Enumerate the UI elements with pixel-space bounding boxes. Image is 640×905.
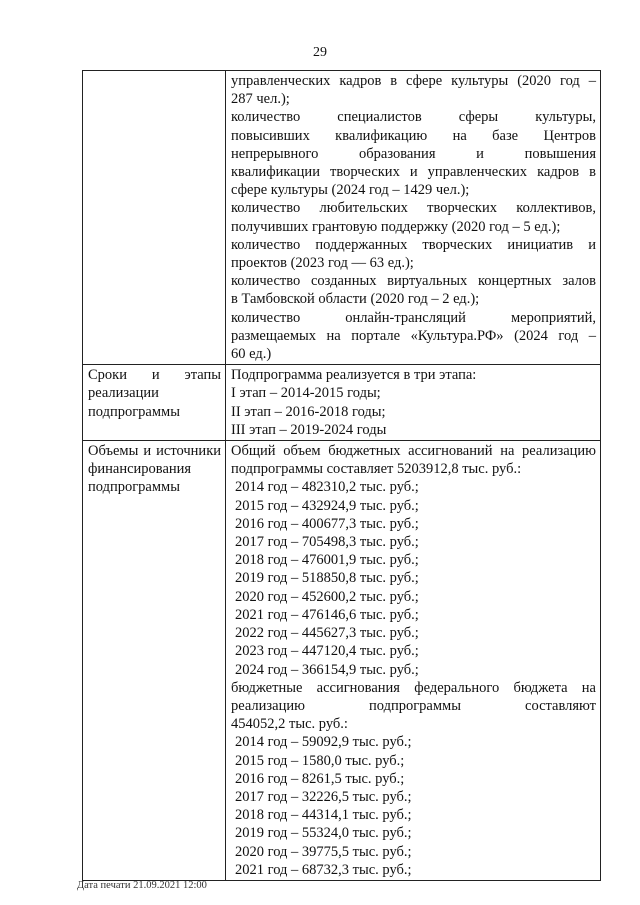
- targets-cell: [226, 71, 601, 365]
- text-line: 2015 год – 432924,9 тыс. руб.;: [235, 497, 419, 514]
- text-line: в Тамбовской области (2020 год – 2 ед.);: [231, 291, 480, 308]
- text-line: 2016 год – 400677,3 тыс. руб.;: [235, 515, 419, 532]
- row-label-cell: [83, 71, 226, 365]
- text-line: Объемы и источники: [88, 443, 221, 460]
- text-line: Общий объем бюджетных ассигнований на реализацию: [231, 443, 596, 460]
- text-line: 2018 год – 44314,1 тыс. руб.;: [235, 807, 412, 824]
- text-line: 2018 год – 476001,9 тыс. руб.;: [235, 552, 419, 569]
- text-line: повысивших квалификацию на базе Центров: [231, 127, 596, 144]
- text-line: 2021 год – 68732,3 тыс. руб.;: [235, 861, 412, 878]
- text-line: Подпрограмма реализуется в три этапа:: [231, 367, 477, 384]
- text-line: непрерывного образования и повышения: [231, 145, 596, 162]
- targets-text: [231, 72, 596, 363]
- text-line: 2020 год – 452600,2 тыс. руб.;: [235, 588, 419, 605]
- text-line: количество любительских творческих коллективов,: [231, 200, 596, 217]
- text-line: 2014 год – 482310,2 тыс. руб.;: [235, 479, 419, 496]
- table-row: [83, 441, 601, 881]
- text-line: 2019 год – 518850,8 тыс. руб.;: [235, 570, 419, 587]
- federal-years-list: [231, 733, 596, 879]
- table-row: [83, 365, 601, 441]
- text-line: бюджетные ассигнования федерального бюджета на: [231, 679, 596, 696]
- text-line: проектов (2023 год — 63 ед.);: [231, 255, 414, 272]
- print-date: Дата печати 21.09.2021 12:00: [77, 880, 207, 891]
- subprogram-passport-table: [82, 70, 601, 881]
- text-line: реализацию подпрограммы составляют: [231, 697, 596, 714]
- text-line: количество поддержанных творческих инициатив и: [231, 236, 596, 253]
- text-line: количество специалистов сферы культуры,: [231, 109, 596, 126]
- text-line: подпрограммы: [88, 403, 180, 420]
- financing-label: [88, 442, 221, 497]
- text-line: 2024 год – 366154,9 тыс. руб.;: [235, 661, 419, 678]
- text-line: количество онлайн-трансляций мероприятий,: [231, 309, 596, 326]
- text-line: подпрограммы составляет 5203912,8 тыс. руб.:: [231, 461, 522, 478]
- text-line: 60 ед.): [231, 346, 272, 363]
- row-label-cell: [83, 365, 226, 441]
- text-line: 287 чел.);: [231, 91, 290, 108]
- text-line: 2017 год – 32226,5 тыс. руб.;: [235, 788, 412, 805]
- text-line: I этап – 2014-2015 годы;: [231, 385, 381, 402]
- text-line: реализации: [88, 385, 159, 402]
- text-line: 2015 год – 1580,0 тыс. руб.;: [235, 752, 405, 769]
- text-line: Сроки и этапы: [88, 367, 221, 384]
- text-line: 2014 год – 59092,9 тыс. руб.;: [235, 734, 412, 751]
- total-financing-text: [231, 442, 596, 478]
- text-line: сфере культуры (2024 год – 1429 чел.);: [231, 182, 470, 199]
- financing-cell: [226, 441, 601, 881]
- text-line: подпрограммы: [88, 479, 180, 496]
- row-label-cell: [83, 441, 226, 881]
- table-row: [83, 71, 601, 365]
- text-line: управленческих кадров в сфере культуры (2020 год –: [231, 73, 596, 89]
- text-line: количество созданных виртуальных концертных залов: [231, 273, 596, 290]
- text-line: 2020 год – 39775,5 тыс. руб.;: [235, 843, 412, 860]
- text-line: размещаемых на портале «Культура.РФ» (2024 год –: [231, 327, 596, 344]
- text-line: 2023 год – 447120,4 тыс. руб.;: [235, 643, 419, 660]
- federal-financing-text: [231, 679, 596, 734]
- text-line: 454052,2 тыс. руб.:: [231, 716, 348, 733]
- text-line: III этап – 2019-2024 годы: [231, 421, 387, 438]
- text-line: квалификации творческих и управленческих кадров в: [231, 164, 596, 181]
- total-years-list: [231, 478, 596, 678]
- text-line: 2017 год – 705498,3 тыс. руб.;: [235, 534, 419, 551]
- stages-label: [88, 366, 221, 421]
- stages-cell: [226, 365, 601, 441]
- text-line: финансирования: [88, 461, 192, 478]
- text-line: 2021 год – 476146,6 тыс. руб.;: [235, 606, 419, 623]
- text-line: 2019 год – 55324,0 тыс. руб.;: [235, 825, 412, 842]
- text-line: 2022 год – 445627,3 тыс. руб.;: [235, 625, 419, 642]
- text-line: получивших грантовую поддержку (2020 год – 5 ед.);: [231, 218, 561, 235]
- page-number: 29: [313, 45, 327, 60]
- stages-text: [231, 366, 596, 439]
- text-line: II этап – 2016-2018 годы;: [231, 403, 386, 420]
- text-line: 2016 год – 8261,5 тыс. руб.;: [235, 770, 405, 787]
